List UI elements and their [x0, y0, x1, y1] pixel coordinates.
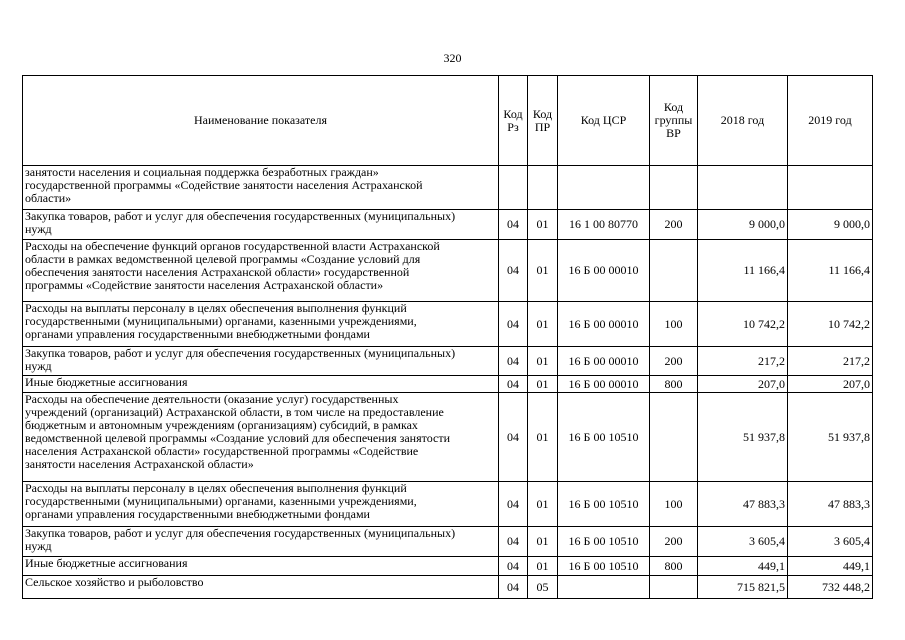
row-code-vr: [650, 393, 698, 482]
row-code-rz: 04: [499, 347, 528, 376]
row-code-rz: 04: [499, 527, 528, 557]
page-number: 320: [443, 51, 462, 65]
row-amount-2018: [698, 166, 788, 210]
row-name: [23, 576, 499, 599]
header-rz-line: Код: [503, 106, 523, 121]
row-code-csr: 16 Б 00 10510: [558, 482, 650, 527]
table-row: [23, 166, 873, 210]
row-code-rz: 04: [499, 482, 528, 527]
table-row: [23, 376, 873, 393]
row-amount-2018: 217,2: [698, 347, 788, 376]
header-vr: [650, 76, 698, 166]
header-vr-line: группы: [654, 113, 693, 127]
row-amount-2019: [788, 166, 873, 210]
row-name-line: государственными (муниципальными) органами, казенными учреждениями,: [25, 494, 417, 508]
row-name-line: обеспечения занятости населения Астраханской области» государственной: [25, 265, 410, 279]
row-amount-2019: 217,2: [788, 347, 873, 376]
row-name-line: Закупка товаров, работ и услуг для обеспечения государственных (муниципальных): [25, 526, 456, 540]
table-row: [23, 210, 873, 240]
row-name: [23, 210, 499, 240]
row-amount-2018: 207,0: [698, 376, 788, 393]
row-code-rz: [499, 166, 528, 210]
row-amount-2018: 51 937,8: [698, 393, 788, 482]
row-name: [23, 527, 499, 557]
header-name: Наименование показателя: [23, 76, 499, 166]
row-name-line: государственными (муниципальными) органами, казенными учреждениями,: [25, 314, 417, 328]
row-code-vr: 800: [650, 557, 698, 576]
header-pr-line: Код: [532, 106, 553, 121]
budget-table: [22, 75, 873, 599]
header-row: [23, 76, 873, 166]
row-code-csr: 16 Б 00 00010: [558, 302, 650, 347]
row-code-vr: [650, 576, 698, 599]
header-rz: [499, 76, 528, 166]
row-code-csr: 16 Б 00 00010: [558, 376, 650, 393]
row-code-pr: 01: [528, 240, 558, 302]
row-name-line: государственной программы «Содействие занятости населения Астраханской: [25, 178, 423, 192]
row-name-line: области в рамках ведомственной целевой программы «Создание условий для: [25, 252, 421, 266]
row-name-line: нужд: [25, 359, 52, 373]
row-code-vr: 200: [650, 527, 698, 557]
row-name-line: бюджетным и автономным учреждениям (организациям) субсидий, в рамках: [25, 418, 418, 432]
row-name-line: Расходы на обеспечение функций органов государственной власти Астраханской: [25, 239, 440, 253]
row-name-line: Иные бюджетные ассигнования: [25, 375, 188, 389]
header-vr-line: ВР: [666, 126, 681, 140]
row-code-pr: 05: [528, 576, 558, 599]
row-code-rz: 04: [499, 302, 528, 347]
row-amount-2019: 3 605,4: [788, 527, 873, 557]
table-row: [23, 240, 873, 302]
row-name-line: нужд: [25, 539, 52, 553]
table-row: [23, 347, 873, 376]
header-vr-line: Код: [663, 100, 684, 114]
header-pr-line: ПР: [534, 119, 551, 134]
row-code-csr: 16 Б 00 10510: [558, 527, 650, 557]
row-name: [23, 166, 499, 210]
row-code-csr: 16 Б 00 00010: [558, 347, 650, 376]
row-name-line: области»: [25, 191, 72, 205]
row-code-pr: [528, 166, 558, 210]
row-amount-2019: 207,0: [788, 376, 873, 393]
table-row: [23, 393, 873, 482]
row-name-line: занятости населения и социальная поддержка безработных граждан»: [25, 165, 379, 179]
row-name: [23, 347, 499, 376]
row-code-csr: [558, 576, 650, 599]
header-2019: 2019 год: [788, 76, 873, 166]
table-row: [23, 576, 873, 599]
row-name-line: Расходы на выплаты персоналу в целях обеспечения выполнения функций: [25, 301, 407, 315]
row-code-pr: 01: [528, 482, 558, 527]
row-code-pr: 01: [528, 210, 558, 240]
row-amount-2019: 47 883,3: [788, 482, 873, 527]
row-code-csr: 16 Б 00 00010: [558, 240, 650, 302]
row-name-line: ведомственной целевой программы «Создание условий для обеспечения занятости: [25, 431, 451, 445]
row-amount-2019: 11 166,4: [788, 240, 873, 302]
row-name: [23, 240, 499, 302]
row-code-rz: 04: [499, 376, 528, 393]
row-amount-2019: 732 448,2: [788, 576, 873, 599]
row-name-line: Расходы на обеспечение деятельности (оказание услуг) государственных: [25, 392, 399, 406]
row-name-line: занятости населения Астраханской области»: [25, 457, 254, 471]
row-code-csr: [558, 166, 650, 210]
row-name: [23, 557, 499, 576]
row-code-vr: 200: [650, 210, 698, 240]
row-amount-2018: 10 742,2: [698, 302, 788, 347]
table-body: [23, 166, 873, 599]
row-name-line: нужд: [25, 222, 52, 236]
row-code-vr: 200: [650, 347, 698, 376]
row-name-line: Расходы на выплаты персоналу в целях обеспечения выполнения функций: [25, 481, 407, 495]
row-name-line: программы «Содействие занятости населения Астраханской области»: [25, 278, 384, 292]
row-code-csr: 16 Б 00 10510: [558, 393, 650, 482]
row-code-pr: 01: [528, 302, 558, 347]
row-amount-2019: 9 000,0: [788, 210, 873, 240]
row-amount-2019: 10 742,2: [788, 302, 873, 347]
row-code-csr: 16 Б 00 10510: [558, 557, 650, 576]
row-amount-2018: 11 166,4: [698, 240, 788, 302]
row-name-line: Закупка товаров, работ и услуг для обеспечения государственных (муниципальных): [25, 346, 456, 360]
table-row: [23, 482, 873, 527]
header-rz-line: Рз: [507, 119, 519, 134]
row-code-pr: 01: [528, 393, 558, 482]
row-name: [23, 376, 499, 393]
row-name: [23, 482, 499, 527]
row-code-rz: 04: [499, 240, 528, 302]
row-name-line: Иные бюджетные ассигнования: [25, 556, 188, 570]
row-name: [23, 302, 499, 347]
row-amount-2018: 9 000,0: [698, 210, 788, 240]
row-amount-2019: 449,1: [788, 557, 873, 576]
header-2018: 2018 год: [698, 76, 788, 166]
row-amount-2019: 51 937,8: [788, 393, 873, 482]
row-code-rz: 04: [499, 210, 528, 240]
row-code-vr: [650, 166, 698, 210]
row-name-line: Сельское хозяйство и рыболовство: [25, 575, 204, 589]
row-code-pr: 01: [528, 557, 558, 576]
row-code-vr: 100: [650, 302, 698, 347]
row-code-pr: 01: [528, 376, 558, 393]
row-name-line: населения Астраханской области» государственной программы «Содействие: [25, 444, 419, 458]
table-row: [23, 557, 873, 576]
row-name-line: органами управления государственными внебюджетными фондами: [25, 507, 370, 521]
row-code-vr: [650, 240, 698, 302]
header-csr: Код ЦСР: [558, 76, 650, 166]
row-name-line: органами управления государственными внебюджетными фондами: [25, 327, 370, 341]
row-code-vr: 100: [650, 482, 698, 527]
row-amount-2018: 449,1: [698, 557, 788, 576]
table-row: [23, 527, 873, 557]
row-code-pr: 01: [528, 527, 558, 557]
row-name-line: Закупка товаров, работ и услуг для обеспечения государственных (муниципальных): [25, 209, 456, 223]
row-amount-2018: 715 821,5: [698, 576, 788, 599]
row-code-rz: 04: [499, 576, 528, 599]
row-code-vr: 800: [650, 376, 698, 393]
row-amount-2018: 3 605,4: [698, 527, 788, 557]
row-code-rz: 04: [499, 393, 528, 482]
row-code-csr: 16 1 00 80770: [558, 210, 650, 240]
row-name: [23, 393, 499, 482]
header-pr: [528, 76, 558, 166]
row-code-rz: 04: [499, 557, 528, 576]
row-amount-2018: 47 883,3: [698, 482, 788, 527]
table-row: [23, 302, 873, 347]
row-code-pr: 01: [528, 347, 558, 376]
row-name-line: учреждений (организаций) Астраханской области, в том числе на предоставление: [25, 405, 444, 419]
